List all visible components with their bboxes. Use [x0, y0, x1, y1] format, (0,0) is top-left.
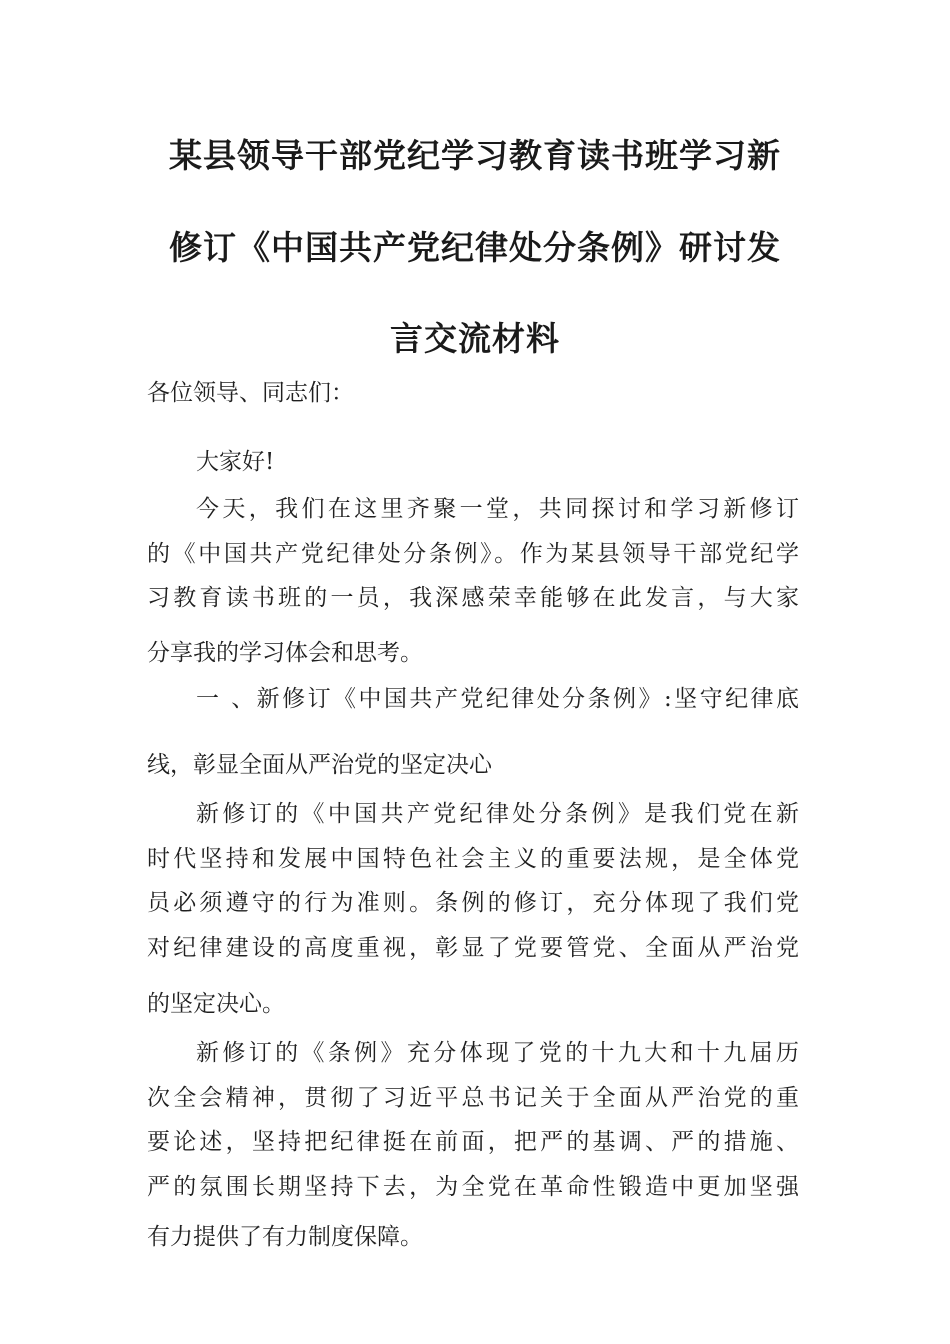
- paragraph-2-line-4: 对纪律建设的高度重视，彰显了党要管党、全面从严治党: [147, 935, 799, 961]
- paragraph-1-line-2: 的《中国共产党纪律处分条例》。作为某县领导干部党纪学: [147, 541, 799, 567]
- paragraph-2-line-2: 时代坚持和发展中国特色社会主义的重要法规，是全体党: [147, 846, 799, 872]
- salutation: 各位领导、同志们：: [147, 380, 354, 406]
- document-title-line-1: 某县领导干部党纪学习教育读书班学习新: [169, 136, 781, 175]
- paragraph-3-line-2: 次全会精神，贯彻了习近平总书记关于全面从严治党的重: [147, 1085, 799, 1111]
- document-title-line-2: 修订《中国共产党纪律处分条例》研讨发: [169, 228, 781, 267]
- section-heading-line-1: 一 、新修订《中国共产党纪律处分条例》:坚守纪律底: [196, 686, 799, 712]
- paragraph-1-line-4: 分享我的学习体会和思考。: [147, 640, 423, 666]
- paragraph-3-line-4: 严的氛围长期坚持下去，为全党在革命性锻造中更加坚强: [147, 1174, 799, 1200]
- paragraph-3-line-5: 有力提供了有力制度保障。: [147, 1224, 423, 1250]
- paragraph-3-line-3: 要论述，坚持把纪律挺在前面，把严的基调、严的措施、: [147, 1129, 799, 1155]
- paragraph-2-line-3: 员必须遵守的行为准则。条例的修订，充分体现了我们党: [147, 890, 799, 916]
- section-heading-line-2: 线，彰显全面从严治党的坚定决心: [147, 752, 492, 778]
- paragraph-2-line-5: 的坚定决心。: [147, 991, 285, 1017]
- greeting: 大家好!: [196, 449, 275, 475]
- paragraph-1-line-3: 习教育读书班的一员，我深感荣幸能够在此发言，与大家: [147, 585, 799, 611]
- paragraph-2-line-1: 新修订的《中国共产党纪律处分条例》是我们党在新: [196, 801, 799, 827]
- document-title-line-3: 言交流材料: [390, 319, 560, 358]
- paragraph-3-line-1: 新修订的《条例》充分体现了党的十九大和十九届历: [196, 1040, 799, 1066]
- paragraph-1-line-1: 今天，我们在这里齐聚一堂，共同探讨和学习新修订: [196, 496, 799, 522]
